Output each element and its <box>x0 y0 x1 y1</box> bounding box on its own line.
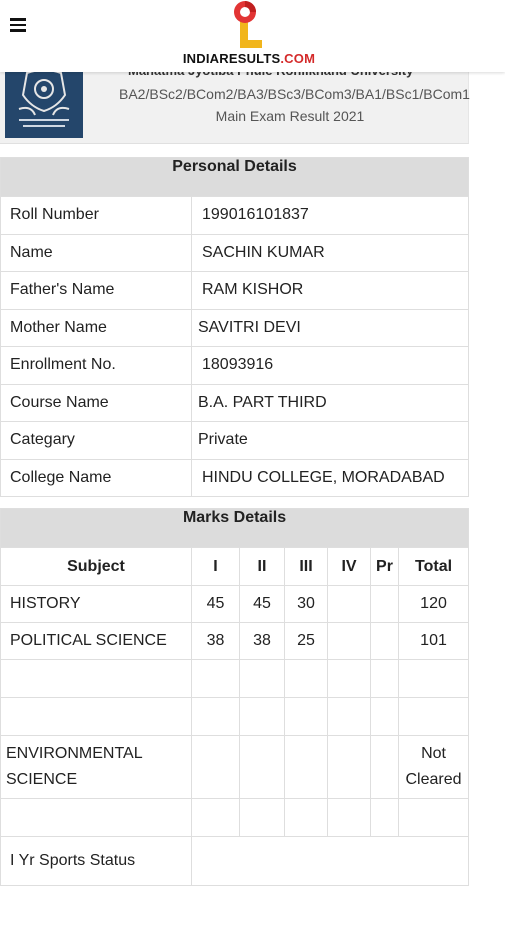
marks-details-table <box>0 508 469 886</box>
hamburger-menu-icon[interactable] <box>10 18 26 32</box>
mark-cell <box>240 799 285 837</box>
total-cell <box>399 698 469 736</box>
table-row <box>1 459 469 497</box>
table-row <box>1 736 469 799</box>
logo-wordmark: INDIARESULTS.COM <box>182 51 316 66</box>
table-row <box>1 586 469 623</box>
table-row <box>1 347 469 385</box>
row-label: Enrollment No. <box>1 347 192 385</box>
column-header: Total <box>399 548 469 586</box>
mark-cell <box>371 799 399 837</box>
exam-title: Main Exam Result 2021 <box>215 108 365 124</box>
subject-cell: HISTORY <box>1 586 192 623</box>
column-header: II <box>240 548 285 586</box>
mark-cell <box>328 698 371 736</box>
personal-details-heading: Personal Details <box>1 158 469 197</box>
category-value: Private <box>192 422 469 460</box>
mark-cell: 45 <box>240 586 285 623</box>
row-label: Father's Name <box>1 272 192 310</box>
mark-cell <box>371 698 399 736</box>
column-header: I <box>192 548 240 586</box>
column-header: III <box>285 548 328 586</box>
roll-number-value: 199016101837 <box>192 197 469 235</box>
row-label: Mother Name <box>1 309 192 347</box>
father-name-value: RAM KISHOR <box>192 272 469 310</box>
mother-name-value: SAVITRI DEVI <box>192 309 469 347</box>
column-header: Pr <box>371 548 399 586</box>
total-cell <box>399 799 469 837</box>
row-label: Roll Number <box>1 197 192 235</box>
table-row <box>1 623 469 660</box>
mark-cell <box>285 736 328 799</box>
mark-cell <box>240 660 285 698</box>
mark-cell <box>285 698 328 736</box>
total-cell: 120 <box>399 586 469 623</box>
top-bar <box>0 0 505 72</box>
course-name-value: B.A. PART THIRD <box>192 384 469 422</box>
total-cell <box>399 660 469 698</box>
column-header: Subject <box>1 548 192 586</box>
mark-cell <box>328 736 371 799</box>
subject-cell <box>1 698 192 736</box>
mark-cell <box>192 799 240 837</box>
row-label: Name <box>1 234 192 272</box>
subject-cell <box>1 660 192 698</box>
table-row <box>1 197 469 235</box>
mark-cell <box>192 660 240 698</box>
mark-cell <box>192 736 240 799</box>
table-row <box>1 422 469 460</box>
mark-cell <box>240 736 285 799</box>
mark-cell: 38 <box>240 623 285 660</box>
marks-details-heading: Marks Details <box>1 509 469 548</box>
mark-cell <box>328 799 371 837</box>
table-row <box>1 799 469 837</box>
row-label: Categary <box>1 422 192 460</box>
mark-cell: 38 <box>192 623 240 660</box>
mark-cell: 45 <box>192 586 240 623</box>
mark-cell <box>285 660 328 698</box>
sports-status-row <box>1 837 469 886</box>
sports-status-label: I Yr Sports Status <box>1 837 192 886</box>
mark-cell <box>328 660 371 698</box>
mark-cell <box>285 799 328 837</box>
student-name-value: SACHIN KUMAR <box>192 234 469 272</box>
mark-cell <box>240 698 285 736</box>
college-name-value: HINDU COLLEGE, MORADABAD <box>192 459 469 497</box>
table-row <box>1 309 469 347</box>
table-row <box>1 272 469 310</box>
table-row <box>1 234 469 272</box>
sports-status-value <box>192 837 469 886</box>
column-header: IV <box>328 548 371 586</box>
total-cell: 101 <box>399 623 469 660</box>
course-list: BA2/BSc2/BCom2/BA3/BSc3/BCom3/BA1/BSc1/BCom1 <box>119 86 470 102</box>
mark-cell: 30 <box>285 586 328 623</box>
mark-cell <box>371 736 399 799</box>
logo-mark-icon <box>230 0 264 52</box>
table-row <box>1 660 469 698</box>
total-cell: Not Cleared <box>399 736 469 799</box>
row-label: Course Name <box>1 384 192 422</box>
university-emblem-icon <box>5 65 83 138</box>
site-logo[interactable] <box>178 0 320 68</box>
mark-cell <box>328 586 371 623</box>
table-row <box>1 384 469 422</box>
mark-cell <box>328 623 371 660</box>
mark-cell <box>371 623 399 660</box>
marks-header-row <box>1 548 469 586</box>
subject-cell: POLITICAL SCIENCE <box>1 623 192 660</box>
subject-cell: ENVIRONMENTAL SCIENCE <box>1 736 192 799</box>
mark-cell <box>371 586 399 623</box>
row-label: College Name <box>1 459 192 497</box>
mark-cell: 25 <box>285 623 328 660</box>
subject-cell <box>1 799 192 837</box>
enrollment-value: 18093916 <box>192 347 469 385</box>
mark-cell <box>192 698 240 736</box>
table-row <box>1 698 469 736</box>
mark-cell <box>371 660 399 698</box>
personal-details-table <box>0 157 469 497</box>
